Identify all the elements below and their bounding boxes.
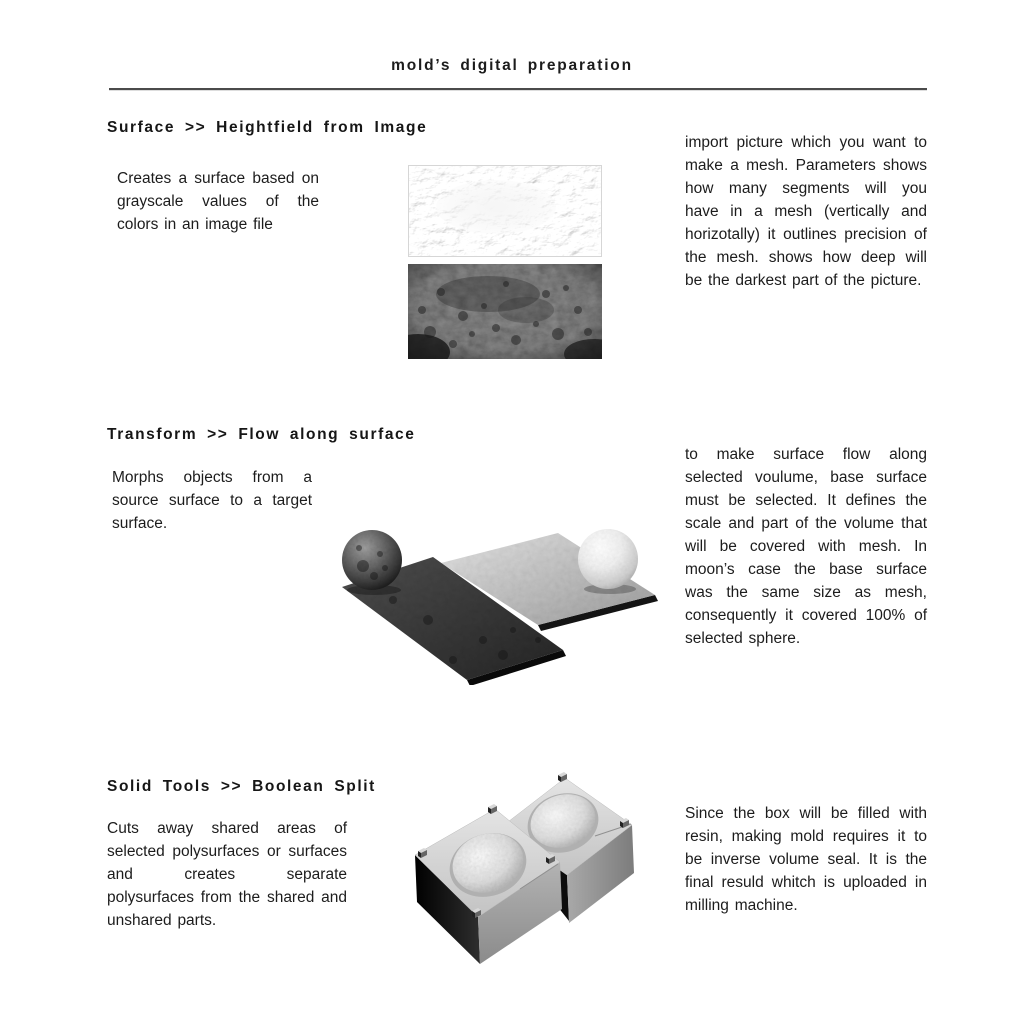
flow-along-surface-image [333,520,663,685]
page-title: mold’s digital preparation [391,57,633,74]
section-heading-heightfield: Surface >> Heightfield from Image [107,119,428,136]
section-heading-boolean-split: Solid Tools >> Boolean Split [107,778,376,795]
heightfield-figure [408,165,602,359]
flow-left-description: Morphs objects from a source surface to a target surface. [112,469,312,532]
boolean-split-mold-image [400,763,665,968]
flow-along-surface-figure [333,520,663,690]
boolean-right-description: Since the box will be filled with resin, making mold requires it to be inverse volume seal. It is the final resuld whitch is uploaded in milling machine. [685,805,927,914]
heightfield-right-description: import picture which you want to make a mesh. Parameters shows how many segments will you have in a mesh (vertically and horizotally) it outlines precision of the mesh. shows how deep will be the darkest part of the picture. [685,134,927,289]
section-heading-flow-along-surface: Transform >> Flow along surface [107,426,416,443]
moon-texture-image [408,264,602,359]
flow-right-description: to make surface flow along selected voulume, base surface must be selected. It defines the scale and part of the volume that will be covered with mesh. In moon’s case the base surface was the same size as mesh, consequently it covered 100% of selected sphere. [685,446,927,647]
title-rule [109,88,927,91]
heightfield-left-description: Creates a surface based on grayscale values of the colors in an image file [117,170,319,233]
heightfield-render-image [408,165,602,257]
boolean-left-description: Cuts away shared areas of selected polysurfaces or surfaces and creates separate polysurfaces from the shared and unshared parts. [107,820,347,929]
boolean-split-figure [400,763,665,973]
